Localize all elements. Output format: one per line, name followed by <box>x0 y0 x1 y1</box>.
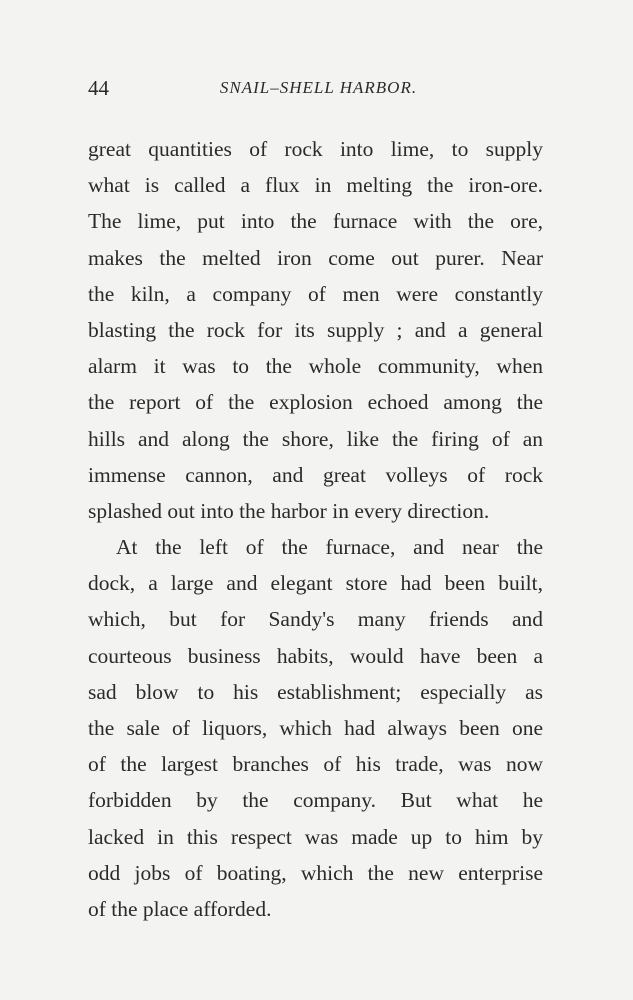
text-line: hills and along the shore, like the firing of an <box>88 426 543 451</box>
text-line: The lime, put into the furnace with the ore, <box>88 209 543 234</box>
paragraph-start-line: At the left of the furnace, and near the <box>116 535 543 560</box>
text-line: makes the melted iron come out purer. Near <box>88 245 543 270</box>
text-line: the sale of liquors, which had always been one <box>88 716 543 740</box>
page-body-text <box>88 131 543 927</box>
text-line: alarm it was to the whole community, when <box>88 354 543 379</box>
text-line: immense cannon, and great volleys of rock <box>88 462 543 487</box>
text-line: splashed out into the harbor in every direction. <box>88 498 490 523</box>
text-line: of the place afforded. <box>88 896 272 921</box>
page-header <box>88 76 543 104</box>
text-line: great quantities of rock into lime, to supply <box>88 137 543 161</box>
text-line: forbidden by the company. But what he <box>88 788 543 813</box>
running-title: SNAIL–SHELL HARBOR. <box>219 78 418 97</box>
text-line: lacked in this respect was made up to him by <box>88 824 543 849</box>
text-line: of the largest branches of his trade, was now <box>88 752 543 777</box>
text-line: sad blow to his establishment; especially as <box>88 679 543 704</box>
page-number: 44 <box>88 76 109 100</box>
text-line: what is called a flux in melting the iron-ore. <box>88 173 543 198</box>
text-line: courteous business habits, would have been a <box>88 643 543 668</box>
text-line: the report of the explosion echoed among the <box>88 390 543 415</box>
text-line: the kiln, a company of men were constantly <box>88 281 543 306</box>
text-line: odd jobs of boating, which the new enterprise <box>88 860 543 885</box>
text-line: which, but for Sandy's many friends and <box>88 607 543 632</box>
text-line: dock, a large and elegant store had been built, <box>88 571 543 596</box>
text-line: blasting the rock for its supply ; and a general <box>88 317 543 342</box>
